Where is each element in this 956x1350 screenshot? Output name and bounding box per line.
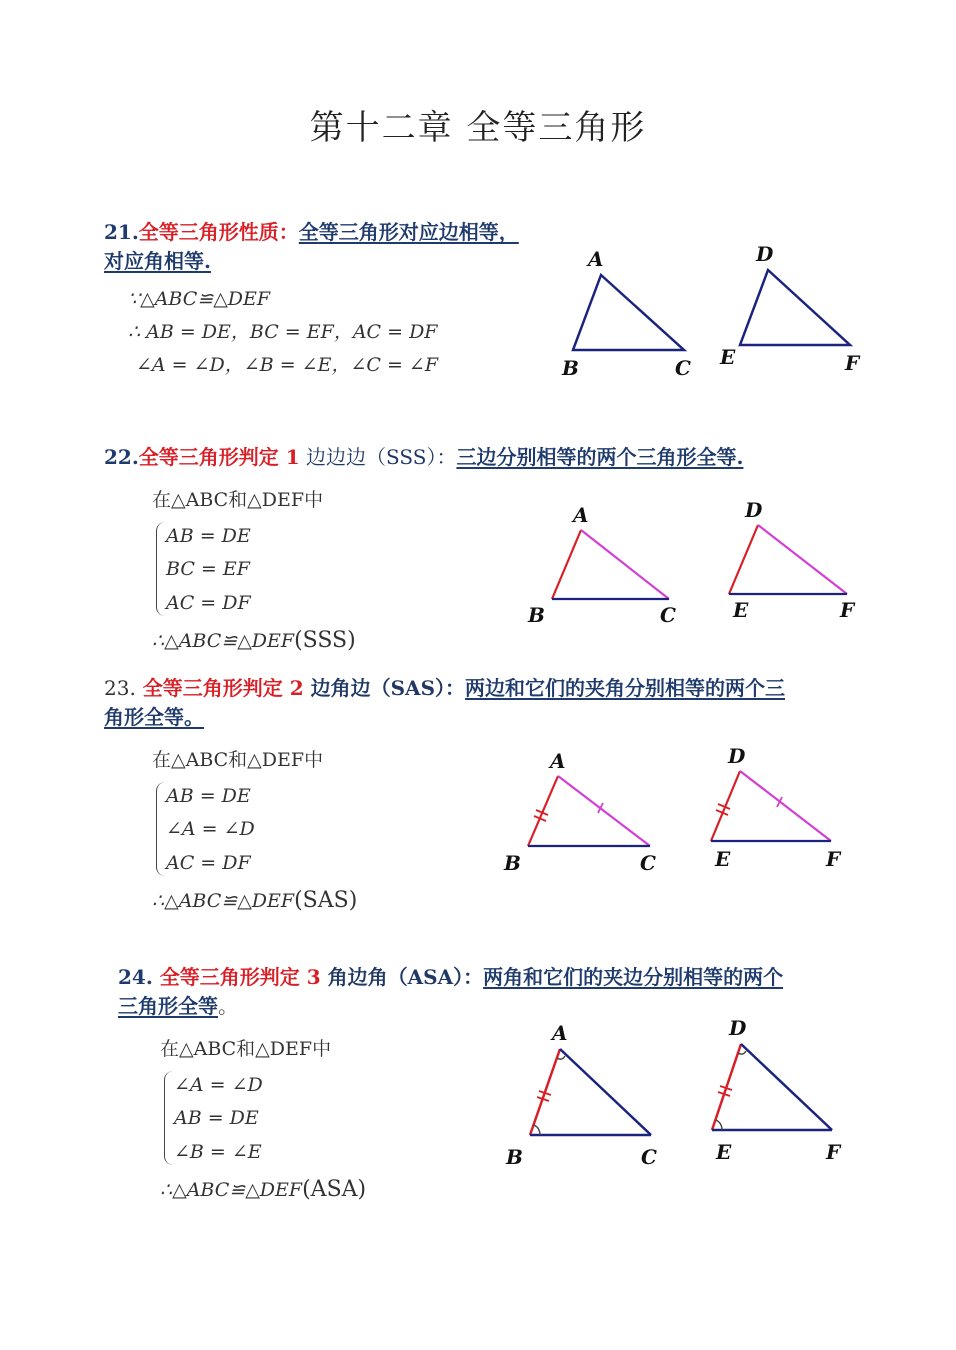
vertex-label-d: D — [728, 744, 746, 768]
vertex-label-d: D — [729, 1016, 747, 1040]
condition-3: AC = DF — [166, 592, 251, 614]
angle-mark — [716, 1120, 722, 1130]
vertex-label-b: B — [506, 1145, 523, 1169]
condition-2: BC = EF — [166, 558, 250, 580]
section-description-cont: 三角形全等 — [118, 994, 218, 1018]
vertex-label-c: C — [641, 1145, 657, 1169]
angle-mark — [534, 1125, 540, 1135]
vertex-label-a: A — [573, 503, 589, 527]
vertex-label-a: A — [552, 1021, 568, 1045]
vertex-label-f: F — [826, 847, 841, 871]
section-number: 22. — [104, 445, 139, 469]
section-number: 21. — [104, 220, 139, 244]
criterion-tag: (SAS) — [294, 888, 358, 913]
vertex-label-e: E — [720, 345, 736, 369]
method-name: 角边角（ASA）： — [320, 965, 484, 989]
angles-line: ∠A = ∠D，∠B = ∠E，∠C = ∠F — [136, 354, 439, 376]
vertex-label-d: D — [756, 242, 774, 266]
vertex-label-d: D — [745, 498, 763, 522]
condition-3: AC = DF — [166, 852, 251, 874]
conclusion: ∴△ABC≌△DEF — [152, 890, 295, 912]
section-name: 全等三角形判定 1 — [138, 445, 300, 469]
period: 。 — [218, 994, 238, 1018]
condition-1: ∠A = ∠D — [174, 1074, 263, 1096]
section-description-cont: 对应角相等. — [104, 249, 211, 273]
condition-2: AB = DE — [174, 1107, 259, 1129]
condition-intro: 在△ABC和△DEF中 — [152, 489, 324, 511]
section-description: 两边和它们的夹角分别相等的两个三 — [465, 676, 786, 700]
criterion-tag: (SSS) — [294, 628, 356, 653]
section-description: 三边分别相等的两个三角形全等. — [456, 445, 744, 469]
given-line: ∵△ABC≌△DEF — [128, 288, 271, 310]
vertex-label-f: F — [845, 351, 860, 375]
vertex-label-b: B — [562, 356, 579, 380]
vertex-label-c: C — [675, 356, 691, 380]
section-description-cont: 角形全等。 — [104, 705, 204, 729]
section-name: 全等三角形判定 3 — [152, 965, 321, 989]
condition-3: ∠B = ∠E — [174, 1141, 262, 1163]
colon: ： — [278, 220, 299, 244]
method-name: 边角边（SAS）： — [303, 676, 466, 700]
section-description: 全等三角形对应边相等， — [298, 220, 519, 244]
criterion-tag: (ASA) — [302, 1177, 367, 1202]
method-name: 边边边（SSS）： — [299, 445, 457, 469]
section-number: 24. — [118, 965, 153, 989]
condition-1: AB = DE — [166, 525, 251, 547]
page-title: 第十二章 全等三角形 — [309, 108, 647, 148]
vertex-label-e: E — [715, 847, 731, 871]
conclusion: ∴△ABC≌△DEF — [152, 630, 295, 652]
vertex-label-f: F — [826, 1140, 841, 1164]
vertex-label-c: C — [640, 851, 656, 875]
section-description: 两角和它们的夹边分别相等的两个 — [483, 965, 784, 989]
triangle-abc — [505, 1021, 657, 1169]
section-name: 全等三角形性质 — [138, 220, 279, 244]
triangle-def — [712, 1016, 842, 1164]
condition-1: AB = DE — [166, 785, 251, 807]
condition-intro: 在△ABC和△DEF中 — [160, 1038, 332, 1060]
vertex-label-b: B — [504, 851, 521, 875]
vertex-label-e: E — [716, 1140, 732, 1164]
vertex-label-b: B — [528, 603, 545, 627]
conclusion: ∴△ABC≌△DEF — [160, 1179, 303, 1201]
condition-intro: 在△ABC和△DEF中 — [152, 749, 324, 771]
vertex-label-a: A — [588, 247, 604, 271]
vertex-label-f: F — [840, 598, 855, 622]
vertex-label-a: A — [550, 749, 566, 773]
vertex-label-e: E — [733, 598, 749, 622]
section-name: 全等三角形判定 2 — [135, 676, 304, 700]
vertex-label-c: C — [660, 603, 676, 627]
condition-2: ∠A = ∠D — [166, 818, 255, 840]
section-number: 23. — [104, 676, 136, 700]
sides-line: ∴ AB = DE，BC = EF，AC = DF — [128, 321, 438, 343]
